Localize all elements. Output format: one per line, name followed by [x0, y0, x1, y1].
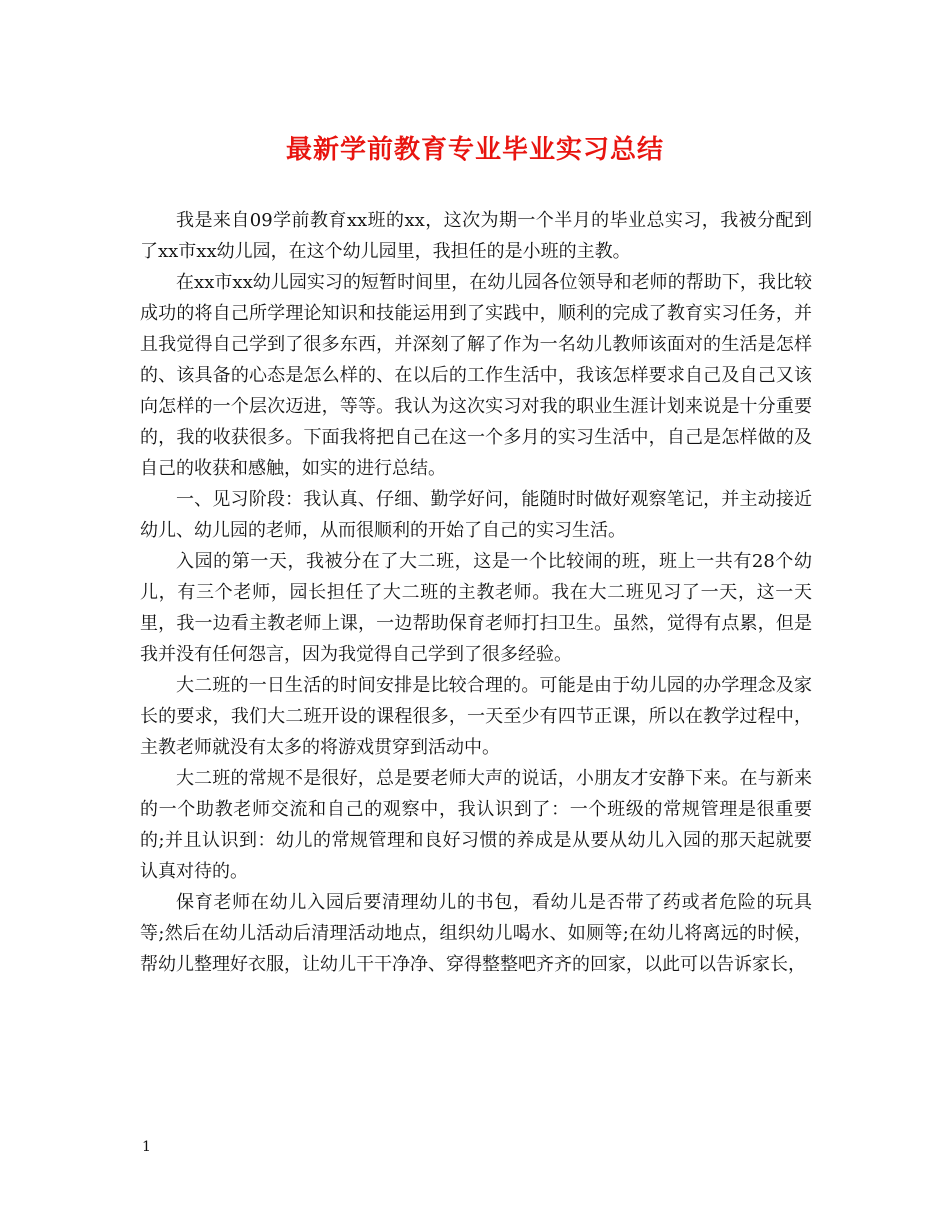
- paragraph-care-teacher: 保育老师在幼儿入园后要清理幼儿的书包，看幼儿是否带了药或者危险的玩具等;然后在幼儿活动后清理活动地点，组织幼儿喝水、如厕等;在幼儿将离远的时候，帮幼儿整理好衣服，让幼儿干干净净、穿得整整吧齐齐的回家，以此可以告诉家长，: [140, 892, 813, 975]
- paragraph-internship-overview: 在xx市xx幼儿园实习的短暂时间里，在幼儿园各位领导和老师的帮助下，我比较成功的将自己所学理论知识和技能运用到了实践中，顺利的完成了教育实习任务，并且我觉得自己学到了很多东西，并深刻了解了作为一名幼儿教师该面对的生活是怎样的、该具备的心态是怎么样的、在以后的工作生活中，我该怎样要求自己及自己又该向怎样的一个层次迈进，等等。我认为这次实习对我的职业生涯计划来说是十分重要的，我的收获很多。下面我将把自己在这一个多月的实习生活中，自己是怎样做的及自己的收获和感触，如实的进行总结。: [140, 272, 812, 479]
- paragraph-class-routine: 大二班的常规不是很好，总是要老师大声的说话，小朋友才安静下来。在与新来的一个助教老师交流和自己的观察中，我认识到了：一个班级的常规管理是很重要的;并且认识到：幼儿的常规管理和良好习惯的养成是从要从幼儿入园的那天起就要认真对待的。: [140, 768, 812, 882]
- paragraph-observation-stage: 一、见习阶段：我认真、仔细、勤学好问，能随时时做好观察笔记，并主动接近幼儿、幼儿园的老师，从而很顺利的开始了自己的实习生活。: [140, 489, 812, 541]
- paragraph-first-day: 入园的第一天，我被分在了大二班，这是一个比较闹的班，班上一共有28个幼儿，有三个老师，园长担任了大二班的主教老师。我在大二班见习了一天，这一天里，我一边看主教老师上课，一边帮助保育老师打扫卫生。虽然，觉得有点累，但是我并没有任何怨言，因为我觉得自己学到了很多经验。: [140, 551, 812, 665]
- page-number: 1: [142, 1139, 151, 1155]
- document-body: [140, 205, 812, 980]
- paragraph-daily-schedule: 大二班的一日生活的时间安排是比较合理的。可能是由于幼儿园的办学理念及家长的要求，我们大二班开设的课程很多，一天至少有四节正课，所以在教学过程中，主教老师就没有太多的将游戏贯穿到活动中。: [140, 675, 812, 758]
- paragraph-intro: 我是来自09学前教育xx班的xx，这次为期一个半月的毕业总实习，我被分配到了xx市xx幼儿园，在这个幼儿园里，我担任的是小班的主教。: [140, 210, 812, 262]
- document-title: 最新学前教育专业毕业实习总结: [285, 135, 664, 165]
